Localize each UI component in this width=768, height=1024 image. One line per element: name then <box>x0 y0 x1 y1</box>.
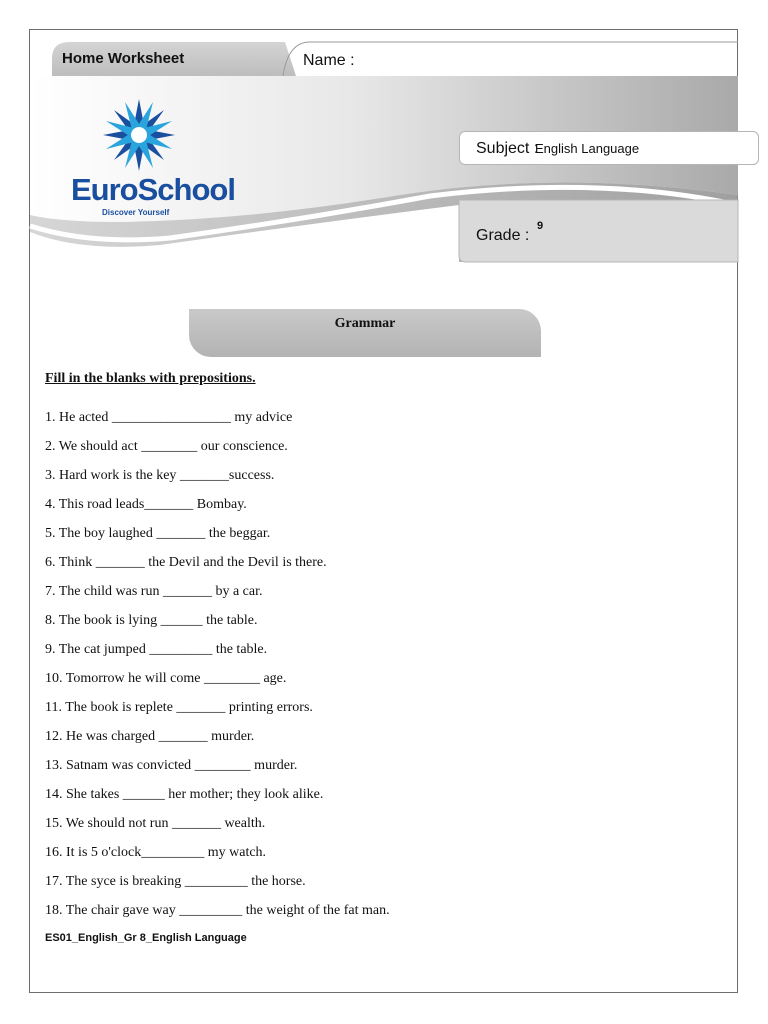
worksheet-type-label: Home Worksheet <box>62 50 185 67</box>
footer-document-code: ES01_English_Gr 8_English Language <box>45 932 247 944</box>
subject-value: English Language <box>535 141 640 156</box>
question-item: 10. Tomorrow he will come ________ age. <box>45 671 287 686</box>
question-item: 6. Think _______ the Devil and the Devil is there. <box>45 555 327 570</box>
question-item: 5. The boy laughed _______ the beggar. <box>45 526 271 541</box>
question-item: 9. The cat jumped _________ the table. <box>45 642 268 657</box>
question-item: 3. Hard work is the key _______success. <box>45 468 275 483</box>
subject-label: Subject : <box>476 140 539 157</box>
question-item: 16. It is 5 o'clock_________ my watch. <box>45 845 267 860</box>
school-logo-name: EuroSchool <box>71 172 235 207</box>
question-item: 12. He was charged _______ murder. <box>45 729 255 744</box>
question-item: 14. She takes ______ her mother; they look alike. <box>45 787 324 802</box>
question-list <box>45 409 390 931</box>
grade-label: Grade : <box>476 227 530 244</box>
question-item: 4. This road leads_______ Bombay. <box>45 497 247 512</box>
question-item: 11. The book is replete _______ printing errors. <box>45 700 313 715</box>
question-item: 17. The syce is breaking _________ the horse. <box>45 874 306 889</box>
question-item: 8. The book is lying ______ the table. <box>45 613 258 628</box>
question-item: 18. The chair gave way _________ the weight of the fat man. <box>45 903 390 918</box>
question-item: 1. He acted _________________ my advice <box>45 410 293 425</box>
section-title: Grammar <box>334 316 396 331</box>
school-logo-tagline: Discover Yourself <box>102 208 170 217</box>
question-item: 2. We should act ________ our conscience. <box>45 439 288 454</box>
question-item: 13. Satnam was convicted ________ murder. <box>45 758 298 773</box>
question-item: 15. We should not run _______ wealth. <box>45 816 266 831</box>
instruction-text: Fill in the blanks with prepositions. <box>45 371 256 386</box>
question-item: 7. The child was run _______ by a car. <box>45 584 263 599</box>
grade-value: 9 <box>537 220 544 232</box>
name-label: Name : <box>303 52 355 69</box>
